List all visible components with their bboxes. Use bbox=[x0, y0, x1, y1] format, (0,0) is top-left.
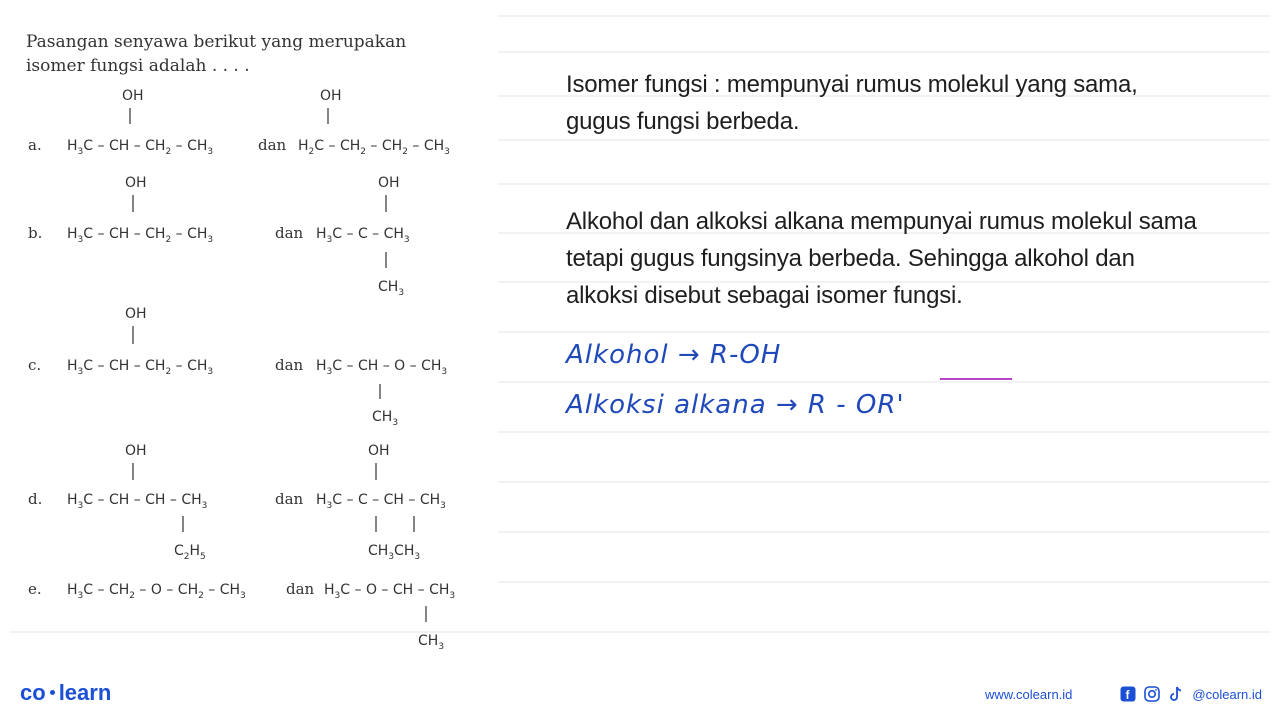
formula-text: OH bbox=[122, 88, 144, 104]
option-c-label: c. bbox=[28, 356, 42, 374]
handwriting-alkoksi: Alkoksi alkana → R - OR' bbox=[566, 390, 905, 420]
logo-text-co: co bbox=[20, 680, 46, 705]
explanation-definition bbox=[566, 66, 1266, 140]
formula-text: OH bbox=[368, 443, 390, 459]
question-line-1: Pasangan senyawa berikut yang merupakan bbox=[26, 32, 407, 52]
option-e bbox=[28, 580, 455, 652]
explanation-line-2: gugus fungsi berbeda. bbox=[566, 108, 800, 135]
option-b bbox=[28, 175, 410, 298]
option-a-conj: dan bbox=[258, 136, 287, 154]
formula-text: OH bbox=[378, 175, 400, 191]
option-b-label: b. bbox=[28, 224, 43, 242]
formula-text: OH bbox=[125, 175, 147, 191]
formula-text: OH bbox=[125, 443, 147, 459]
formula-text: $H_3C - CH_2$ – O – $CH_2 - CH_3$ bbox=[67, 582, 246, 601]
formula-text: $H_3C$ – CH – $CH_2 - CH_3$ bbox=[67, 226, 214, 245]
facebook-icon[interactable] bbox=[1120, 686, 1136, 702]
formula-text: OH bbox=[125, 306, 147, 322]
formula-text: $H_3C$ – CH – O – $CH_3$ bbox=[316, 358, 448, 377]
formula-text: $CH_3$ bbox=[418, 633, 445, 652]
formula-text: $H_3C$ – CH – $CH_2 - CH_3$ bbox=[67, 358, 214, 377]
explanation-line-3: Alkohol dan alkoksi alkana mempunyai rumus molekul sama bbox=[566, 208, 1197, 235]
pen-mark bbox=[940, 378, 1012, 380]
formula-text: $H_3C$ – C – $CH_3$ bbox=[316, 226, 410, 245]
formula-text: $CH_3$ bbox=[378, 279, 405, 298]
explanation-line-1: Isomer fungsi : mempunyai rumus molekul yang sama, bbox=[566, 71, 1138, 98]
formula-text: $H_2C - CH_2 - CH_2 - CH_3$ bbox=[298, 138, 450, 157]
option-b-conj: dan bbox=[275, 224, 304, 242]
svg-text:f: f bbox=[1125, 688, 1130, 702]
explanation-line-4: tetapi gugus fungsinya berbeda. Sehingga alkohol dan bbox=[566, 245, 1135, 272]
formula-text: $H_3C$ – CH – $CH_2 - CH_3$ bbox=[67, 138, 214, 157]
option-e-conj: dan bbox=[286, 580, 315, 598]
tiktok-icon[interactable] bbox=[1168, 686, 1184, 702]
option-e-label: e. bbox=[28, 580, 42, 598]
footer-links bbox=[985, 686, 1262, 702]
formula-text: $CH_3$ bbox=[372, 409, 399, 428]
explanation-line-5: alkoksi disebut sebagai isomer fungsi. bbox=[566, 282, 963, 309]
question-line-2: isomer fungsi adalah . . . . bbox=[26, 56, 250, 76]
social-handle[interactable]: @colearn.id bbox=[1192, 686, 1262, 702]
instagram-icon[interactable] bbox=[1144, 686, 1160, 702]
formula-text: $H_3C$ – O – CH – $CH_3$ bbox=[324, 582, 456, 601]
option-a-label: a. bbox=[28, 136, 42, 154]
option-d-conj: dan bbox=[275, 490, 304, 508]
chemical-structures bbox=[0, 0, 520, 680]
option-d-label: d. bbox=[28, 490, 43, 508]
explanation-detail bbox=[566, 203, 1266, 314]
option-d bbox=[28, 443, 446, 562]
colearn-logo bbox=[20, 680, 111, 706]
formula-text: OH bbox=[320, 88, 342, 104]
option-c-conj: dan bbox=[275, 356, 304, 374]
formula-text: $CH_3CH_3$ bbox=[368, 543, 421, 562]
formula-text: $H_3C$ – C – CH – $CH_3$ bbox=[316, 492, 446, 511]
option-a bbox=[28, 88, 450, 157]
handwriting-alkohol: Alkohol → R-OH bbox=[566, 340, 782, 370]
website-link[interactable]: www.colearn.id bbox=[984, 686, 1073, 702]
logo-text-learn: learn bbox=[58, 680, 112, 705]
formula-text: $H_3C$ – CH – CH – $CH_3$ bbox=[67, 492, 208, 511]
logo-dot bbox=[50, 690, 55, 695]
formula-text: $C_2H_5$ bbox=[174, 543, 206, 562]
option-c bbox=[28, 306, 447, 428]
